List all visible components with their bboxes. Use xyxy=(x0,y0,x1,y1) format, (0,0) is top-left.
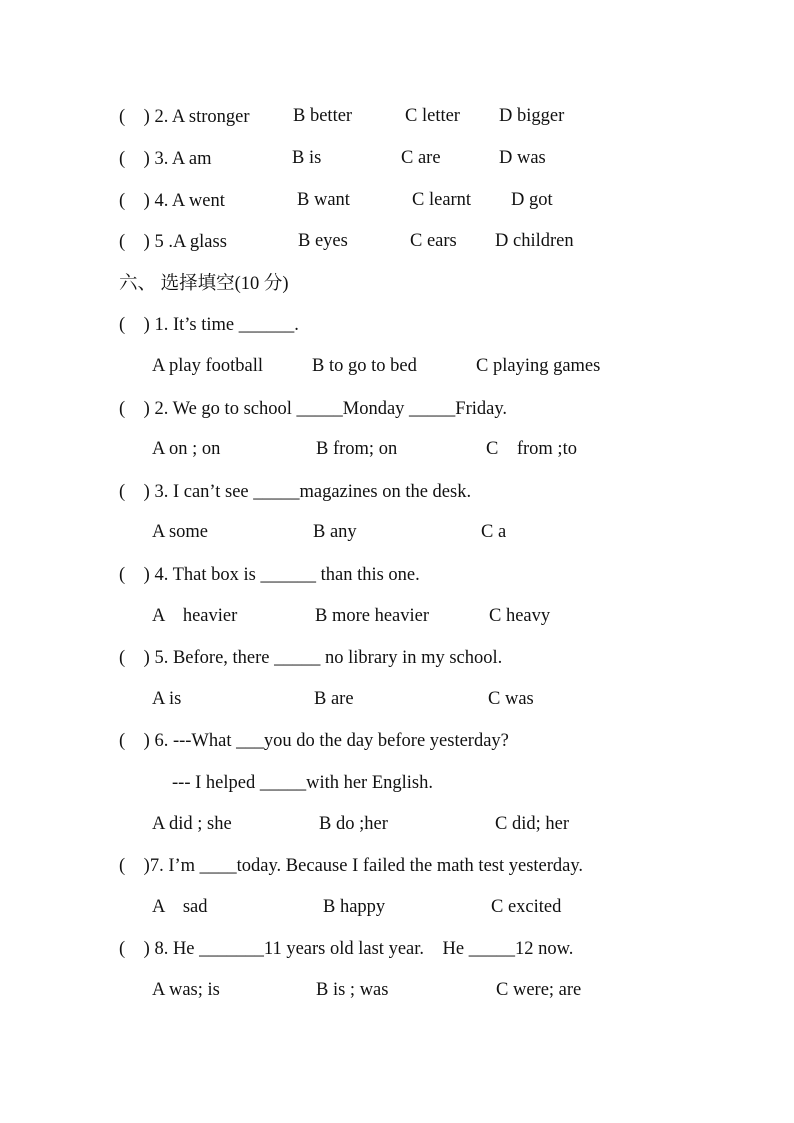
option-b: B any xyxy=(313,522,357,542)
option-a: A did ; she xyxy=(152,814,232,834)
option-b: B is ; was xyxy=(316,980,389,1000)
option-b: B from; on xyxy=(316,439,398,459)
option-b: B want xyxy=(297,190,350,210)
mc-question-3: ( ) 3. I can’t see _____magazines on the desk. xyxy=(119,482,472,502)
option-a: A on ; on xyxy=(152,439,221,459)
question-2-stem: ( ) 2. A stronger xyxy=(119,107,250,127)
option-a: A play football xyxy=(152,356,263,376)
mc-question-2: ( ) 2. We go to school _____Monday _____Friday. xyxy=(119,399,508,419)
option-b: B do ;her xyxy=(319,814,388,834)
mc-question-7: ( )7. I’m ____today. Because I failed the math test yesterday. xyxy=(119,856,584,876)
option-b: B happy xyxy=(323,897,386,917)
option-c: C a xyxy=(481,522,507,542)
option-c: C was xyxy=(488,689,534,709)
option-d: D bigger xyxy=(499,106,565,126)
option-d: D got xyxy=(511,190,553,210)
option-c: C did; her xyxy=(495,814,569,834)
option-d: D was xyxy=(499,148,546,168)
option-c: C are xyxy=(401,148,441,168)
option-c: C excited xyxy=(491,897,562,917)
option-b: B more heavier xyxy=(315,606,430,626)
question-3-stem: ( ) 3. A am xyxy=(119,149,212,169)
option-c: C learnt xyxy=(412,190,472,210)
option-a: A sad xyxy=(152,897,208,917)
question-4-stem: ( ) 4. A went xyxy=(119,191,225,211)
option-c: C ears xyxy=(410,231,457,251)
section-heading: 六、 选择填空(10 分) xyxy=(119,274,289,294)
mc-question-4: ( ) 4. That box is ______ than this one. xyxy=(119,565,420,585)
option-b: B to go to bed xyxy=(312,356,417,376)
option-a: A some xyxy=(152,522,209,542)
option-b: B eyes xyxy=(298,231,348,251)
option-d: D children xyxy=(495,231,574,251)
option-c: C from ;to xyxy=(486,439,577,459)
option-a: A heavier xyxy=(152,606,238,626)
option-b: B are xyxy=(314,689,354,709)
mc-question-6-reply: --- I helped _____with her English. xyxy=(172,773,433,793)
option-b: B better xyxy=(293,106,353,126)
option-c: C letter xyxy=(405,106,460,126)
mc-question-5: ( ) 5. Before, there _____ no library in my school. xyxy=(119,648,503,668)
mc-question-8: ( ) 8. He _______11 years old last year. He _____12 now. xyxy=(119,939,574,959)
option-b: B is xyxy=(292,148,322,168)
mc-question-1: ( ) 1. It’s time ______. xyxy=(119,315,299,335)
question-5-stem: ( ) 5 .A glass xyxy=(119,232,227,252)
option-c: C were; are xyxy=(496,980,582,1000)
option-c: C heavy xyxy=(489,606,551,626)
option-c: C playing games xyxy=(476,356,601,376)
mc-question-6: ( ) 6. ---What ___you do the day before yesterday? xyxy=(119,731,509,751)
option-a: A was; is xyxy=(152,980,220,1000)
option-a: A is xyxy=(152,689,182,709)
